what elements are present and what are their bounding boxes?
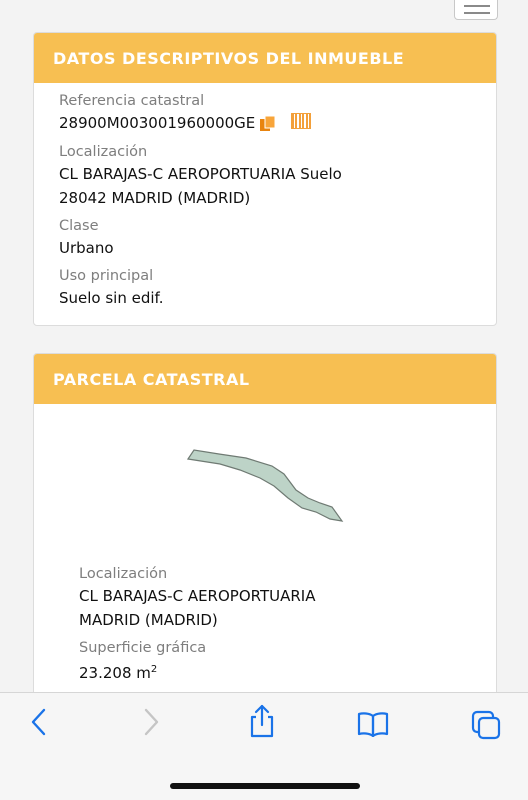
loc-line1: CL BARAJAS-C AEROPORTUARIA Suelo xyxy=(59,165,342,183)
ref-value: 28900M003001960000GE xyxy=(59,114,256,132)
parcel-map xyxy=(34,404,496,554)
loc-line2: MADRID (MADRID) xyxy=(79,611,218,629)
uso-value: Suelo sin edif. xyxy=(59,289,164,307)
ref-label: Referencia catastral xyxy=(59,93,205,109)
loc-line2: 28042 MADRID (MADRID) xyxy=(59,189,251,207)
barcode-icon[interactable] xyxy=(291,113,311,133)
home-indicator xyxy=(170,783,360,789)
superficie-label: Superficie gráfica xyxy=(79,640,207,656)
datos-descriptivos-card xyxy=(33,32,497,326)
back-button[interactable] xyxy=(28,707,50,741)
tabs-button[interactable] xyxy=(470,709,502,745)
share-button[interactable] xyxy=(248,703,276,743)
menu-icon-bar xyxy=(464,12,490,14)
clase-value: Urbano xyxy=(59,239,114,257)
back-icon xyxy=(28,707,50,737)
loc-line1: CL BARAJAS-C AEROPORTUARIA xyxy=(79,587,316,605)
forward-icon xyxy=(140,707,162,737)
parcel-shape xyxy=(188,450,342,521)
tabs-icon xyxy=(470,709,502,741)
parcela-catastral-card xyxy=(33,353,497,692)
loc-label: Localización xyxy=(59,144,148,160)
menu-icon-bar xyxy=(464,5,490,7)
superficie-value: 23.208 $m^2$ xyxy=(79,664,158,682)
bookmarks-icon xyxy=(356,711,390,737)
loc-label: Localización xyxy=(79,566,168,582)
menu-button[interactable] xyxy=(454,0,498,20)
clase-label: Clase xyxy=(59,218,99,234)
forward-button[interactable] xyxy=(140,707,162,741)
share-icon xyxy=(248,703,276,739)
card-header: PARCELA CATASTRAL xyxy=(34,354,496,404)
bookmarks-button[interactable] xyxy=(356,711,390,741)
copy-icon[interactable] xyxy=(259,115,275,131)
uso-label: Uso principal xyxy=(59,268,154,284)
card-header: DATOS DESCRIPTIVOS DEL INMUEBLE xyxy=(34,33,496,83)
